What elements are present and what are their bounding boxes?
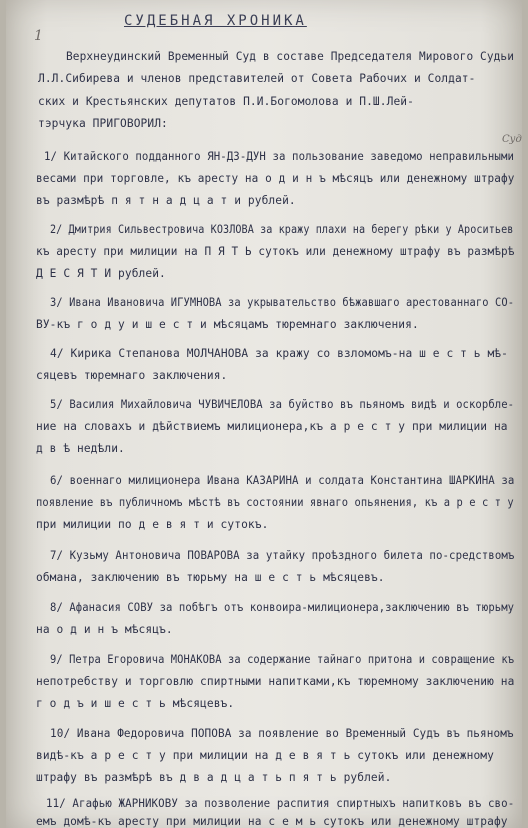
verdict-line: 7/ Кузьму Антоновича ПОВАРОВА за утайку проѣздного билета по-средствомъ bbox=[50, 549, 515, 562]
verdict-line: ВУ-къ г о д у и ш е с т и мѣсяцамъ тюремнаго заключения. bbox=[36, 318, 419, 331]
verdict-line: 8/ Афанасия СОВУ за побѣгъ отъ конвоира-милиционера,заключению въ тюрьму bbox=[50, 601, 515, 614]
verdict-line: обмана, заключению въ тюрьму на ш е с т ь мѣсяцевъ. bbox=[36, 571, 385, 584]
verdict-line: штрафу въ размѣрѣ въ д в а д ц а т ь п я т ь рублей. bbox=[36, 771, 392, 784]
intro-line: Верхнеудинский Временный Суд в составе Председателя Мирового Судьи bbox=[66, 50, 514, 63]
verdict-line: 2/ Дмитрия Сильвестровича КОЗЛОВА за кражу плахи на берегу рѣки у Ароситьев bbox=[50, 223, 514, 236]
page-title: СУДЕБНАЯ ХРОНИКА bbox=[124, 13, 307, 29]
verdict-line: 6/ военнаго милиционера Ивана КАЗАРИНА и солдата Константина ШАРКИНА за bbox=[50, 474, 515, 487]
verdict-line: непотребству и торговлю спиртными напитками,къ тюремному заключению на bbox=[36, 675, 515, 688]
verdict-line: появление въ публичномъ мѣстѣ въ состоянии явнаго опьянения, къ а р е с т у bbox=[36, 496, 514, 509]
document-page bbox=[6, 0, 522, 828]
verdict-line: 4/ Кирика Степанова МОЛЧАНОВА за кражу со взломомъ-на ш е с т ь мѣ- bbox=[50, 347, 508, 360]
verdict-line: 1/ Китайского подданного ЯН-ДЗ-ДУН за пользование заведомо неправильными bbox=[44, 150, 515, 163]
margin-note-right: Суд bbox=[502, 134, 522, 145]
verdict-line: г о д ъ и ш е с т ь мѣсяцевъ. bbox=[36, 697, 235, 710]
verdict-line: емъ домѣ-къ аресту при милиции на с е м ь сутокъ или денежному штрафу bbox=[36, 815, 508, 828]
intro-line: ских и Крестьянских депутатов П.И.Богомолова и П.Ш.Лей- bbox=[38, 95, 414, 108]
intro-line: Л.Л.Сибирева и членов представителей от Совета Рабочих и Солдат- bbox=[38, 72, 476, 85]
verdict-line: въ размѣрѣ п я т н а д ц а т и рублей. bbox=[36, 194, 296, 207]
verdict-line: 5/ Василия Михайловича ЧУВИЧЕЛОВА за буйство въ пьяномъ видѣ и оскорбле- bbox=[50, 398, 515, 411]
verdict-line: видѣ-къ а р е с т у при милиции на д е в я т ь сутокъ или денежному bbox=[36, 749, 494, 762]
verdict-line: 10/ Ивана Федоровича ПОПОВА за появление во Временный Судъ въ пьяномъ bbox=[50, 727, 514, 740]
verdict-line: д в ѣ недѣли. bbox=[36, 442, 125, 455]
verdict-line: къ аресту при милиции на П Я Т Ь сутокъ или денежному штрафу въ размѣрѣ bbox=[36, 245, 515, 258]
verdict-line: на о д и н ъ мѣсяцъ. bbox=[36, 623, 173, 636]
verdict-line: весами при торговле, къ аресту на о д и н ъ мѣсяцъ или денежному штрафу bbox=[36, 172, 515, 185]
intro-line: тэрчука ПРИГОВОРИЛ: bbox=[38, 117, 168, 130]
margin-note-left: 1 bbox=[34, 28, 43, 44]
verdict-line: 11/ Агафью ЖАРНИКОВУ за позволение распития спиртныхъ напитковъ въ сво- bbox=[46, 797, 515, 810]
verdict-line: 3/ Ивана Ивановича ИГУМНОВА за укрывательство бѣжавшаго арестованнаго СО- bbox=[50, 296, 515, 309]
verdict-line: при милиции по д е в я т и сутокъ. bbox=[36, 518, 269, 531]
verdict-line: сяцевъ тюремнаго заключения. bbox=[36, 369, 228, 382]
verdict-line: 9/ Петра Егоровича МОНАКОВА за содержание тайнаго притона и совращение къ bbox=[50, 653, 515, 666]
verdict-line: Д Е С Я Т И рублей. bbox=[36, 267, 166, 280]
verdict-line: ние на словахъ и дѣйствиемъ милиционера,къ а р е с т у при милиции на bbox=[36, 420, 508, 433]
